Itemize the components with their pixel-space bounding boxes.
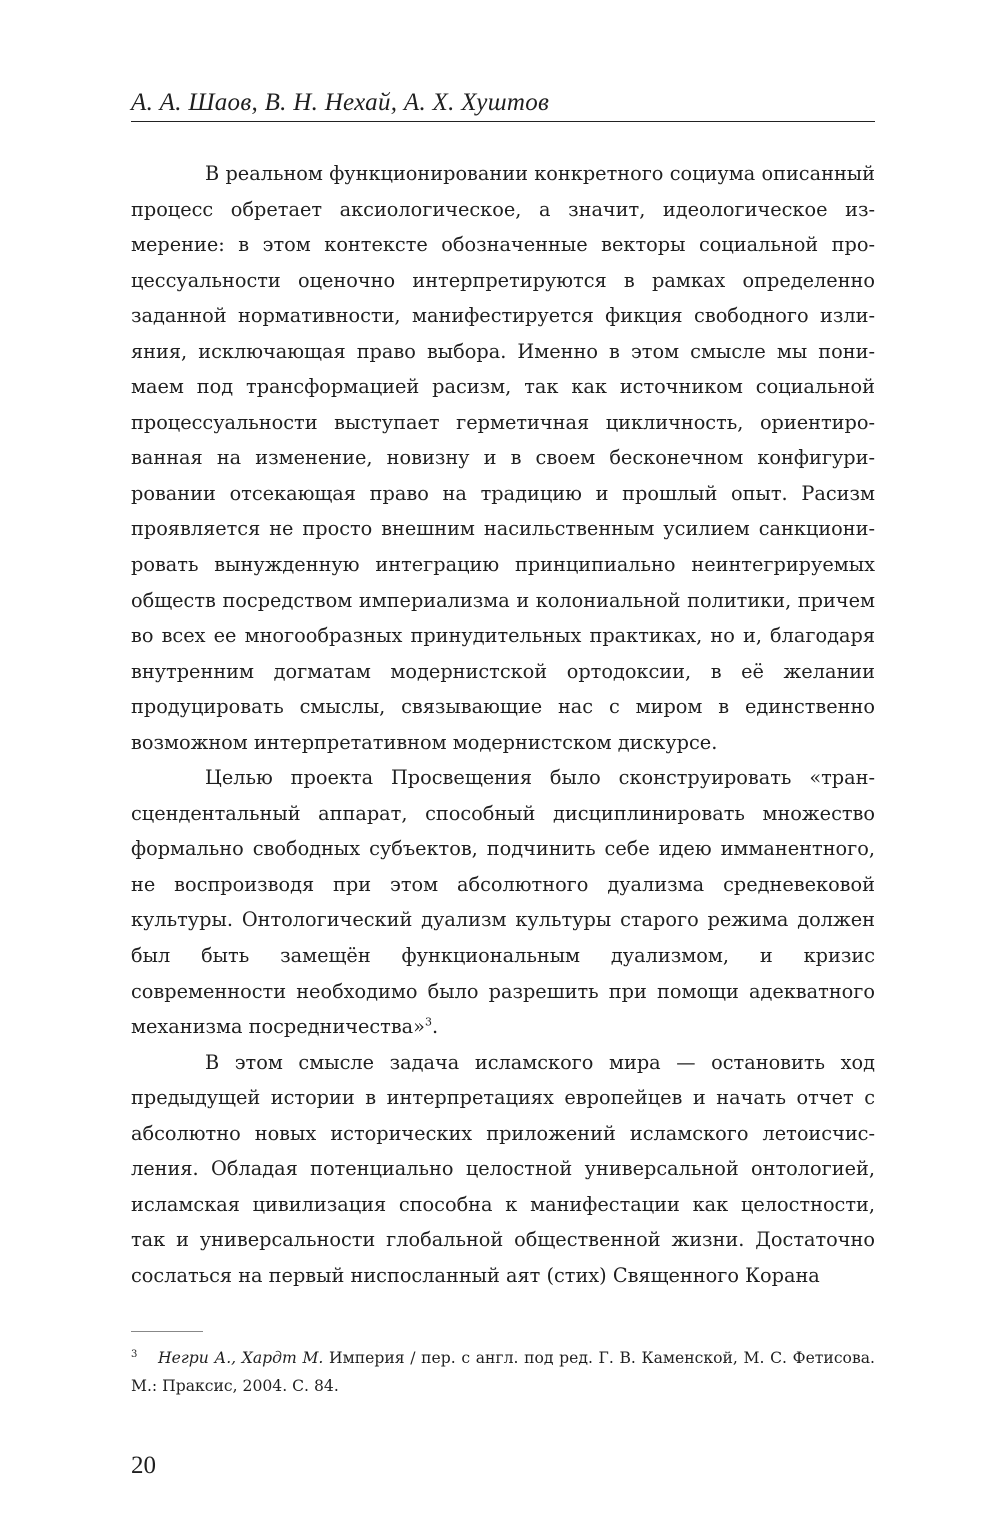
paragraph-2-tail: .: [431, 1015, 439, 1039]
paragraph-2: [131, 760, 875, 1044]
paragraph-1: В реальном функционировании конкретного социума описанный процесс обретает аксиологическое, а значит, идеологическое измерение: в этом контексте обозначенные векторы социальной процессуальности оценочно интерпретируются в рамках определенно заданной нормативности, манифестируется фикция свободного излияния, исключающая право выбора. Именно в этом смысле мы понимаем под трансформацией расизм, так как источником социальной процессуальности выступает герметичная цикличность, ориентированная на изменение, новизну и в своем бесконечном конфигурировании отсекающая право на традицию и прошлый опыт. Расизм проявляется не просто внешним насильственным усилием санкционировать вынужденную интеграцию принципиально неинтегрируемых обществ посредством империализма и колониальной политики, причем во всех ее многообразных принудительных практиках, но и, благодаря внутренним догматам модернистской ортодоксии, в её желании продуцировать смыслы, связывающие нас с миром в единственно возможном интерпретативном модернистском дискурсе.: [131, 162, 875, 754]
main-text: [131, 156, 875, 1294]
running-head-authors: А. А. Шаов, В. Н. Нехай, А. Х. Хуштов: [131, 89, 550, 116]
footnote-text: Империя / пер. с англ. под ред. Г. В. Каменской, М. С. Фетисова. М.: Праксис, 2004. С. 84.: [131, 1349, 875, 1395]
footnote-authors: Негри А., Хардт М.: [158, 1349, 324, 1367]
page-number: 20: [131, 1452, 156, 1479]
footnote-reference[interactable]: 3: [424, 1015, 432, 1029]
paragraph-3: В этом смысле задача исламского мира — остановить ход предыдущей истории в интерпретациях европейцев и начать отчет с абсолютно новых исторических приложений исламского летоисчисления. Обладая потенциально целостной универсальной онтологией, исламская цивилизация способна к манифестации как целостности, так и универсальности глобальной общественной жизни. Достаточно сослаться на первый ниспосланный аят (стих) Священного Корана: [131, 1050, 875, 1287]
footnote-rule: [131, 1331, 203, 1332]
footnote: [131, 1344, 875, 1400]
footnote-number: 3: [131, 1349, 138, 1360]
paragraph-2-text: Целью проекта Просвещения было сконструировать «трансцендентальный аппарат, способный дисциплинировать множество формально свободных субъектов, подчинить себе идею имманентного, не воспроизводя при этом абсолютного дуализма средневековой культуры. Онтологический дуализм культуры старого режима должен был быть замещён функциональным дуализмом, и кризис современности необходимо было разрешить при помощи адекватного механизма посредничества»: [131, 766, 875, 1039]
header-rule: [131, 121, 875, 122]
